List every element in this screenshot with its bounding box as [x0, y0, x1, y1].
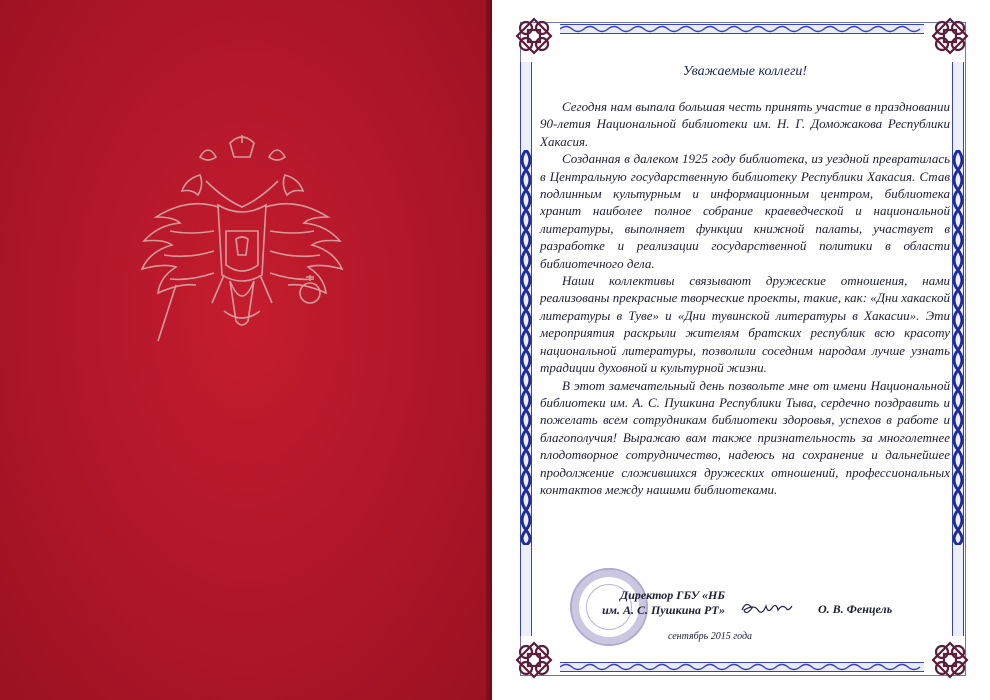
letter-paragraph: В этот замечательный день позвольте мне от имени Национальной библиотеки им. А. С. Пушкина Республики Тыва, сердечно поздравить и пожелать всем сотрудникам библиотеки здоровья, успехов в работе и благополучия! Выражаю вам также признательность за многолетнее плодотворное сотрудничество, надеюсь на сохранение и дальнейшее продолжение сложившихся дружеских отношений, профессиональных контактов между нашими библиотеками.: [540, 377, 950, 497]
corner-knot-icon: [514, 640, 554, 680]
letter-paragraph: Наши коллективы связывают дружеские отношения, нами реализованы прекрасные творческие проекты, такие, как: «Дни хакаской литературы в Туве» и «Дни тувинской литературы в Хакасии». Эти мероприятия раскрыли жителям братских республик всю красоту национальной литературы, позволили соседним народам лучше узнать традиции духовной и культурной жизни.: [540, 273, 950, 376]
corner-knot-icon: [930, 16, 970, 56]
handwritten-signature: [738, 596, 796, 620]
signatory-title-line: им. А. С. Пушкина РТ»: [602, 603, 725, 617]
corner-knot-icon: [514, 16, 554, 56]
letter-paragraph: Созданная в далеком 1925 году библиотека, из уездной превратилась в Центральную государственную библиотеку Республики Хакасия. Став подлинным культурным и информационным центром, библиотека хранит наиболее полное собрание краеведческой и национальной литературы, выполняет функции книжной палаты, участвует в разработке и реализации государственной политики в области библиотечного дела.: [540, 151, 950, 271]
double-headed-eagle-emblem-icon: [140, 135, 345, 370]
signatory-name: О. В. Фенцель: [818, 602, 893, 616]
signatory-title: [560, 588, 725, 618]
corner-knot-icon: [930, 640, 970, 680]
chain-ornament-left: [518, 150, 534, 545]
letter-paragraph: Сегодня нам выпала большая честь принять участие в праздновании 90-летия Национальной библиотеки им. Н. Г. Доможакова Республики Хакасия.: [540, 99, 950, 149]
chain-ornament-right: [950, 150, 966, 545]
letter-date: сентябрь 2015 года: [667, 631, 753, 642]
ornament-band-bottom: [560, 662, 924, 672]
ornament-band-top: [560, 24, 924, 34]
letter-body: [540, 98, 950, 498]
signatory-title-line: Директор ГБУ «НБ: [620, 588, 725, 602]
letter-salutation: Уважаемые коллеги!: [682, 64, 808, 79]
